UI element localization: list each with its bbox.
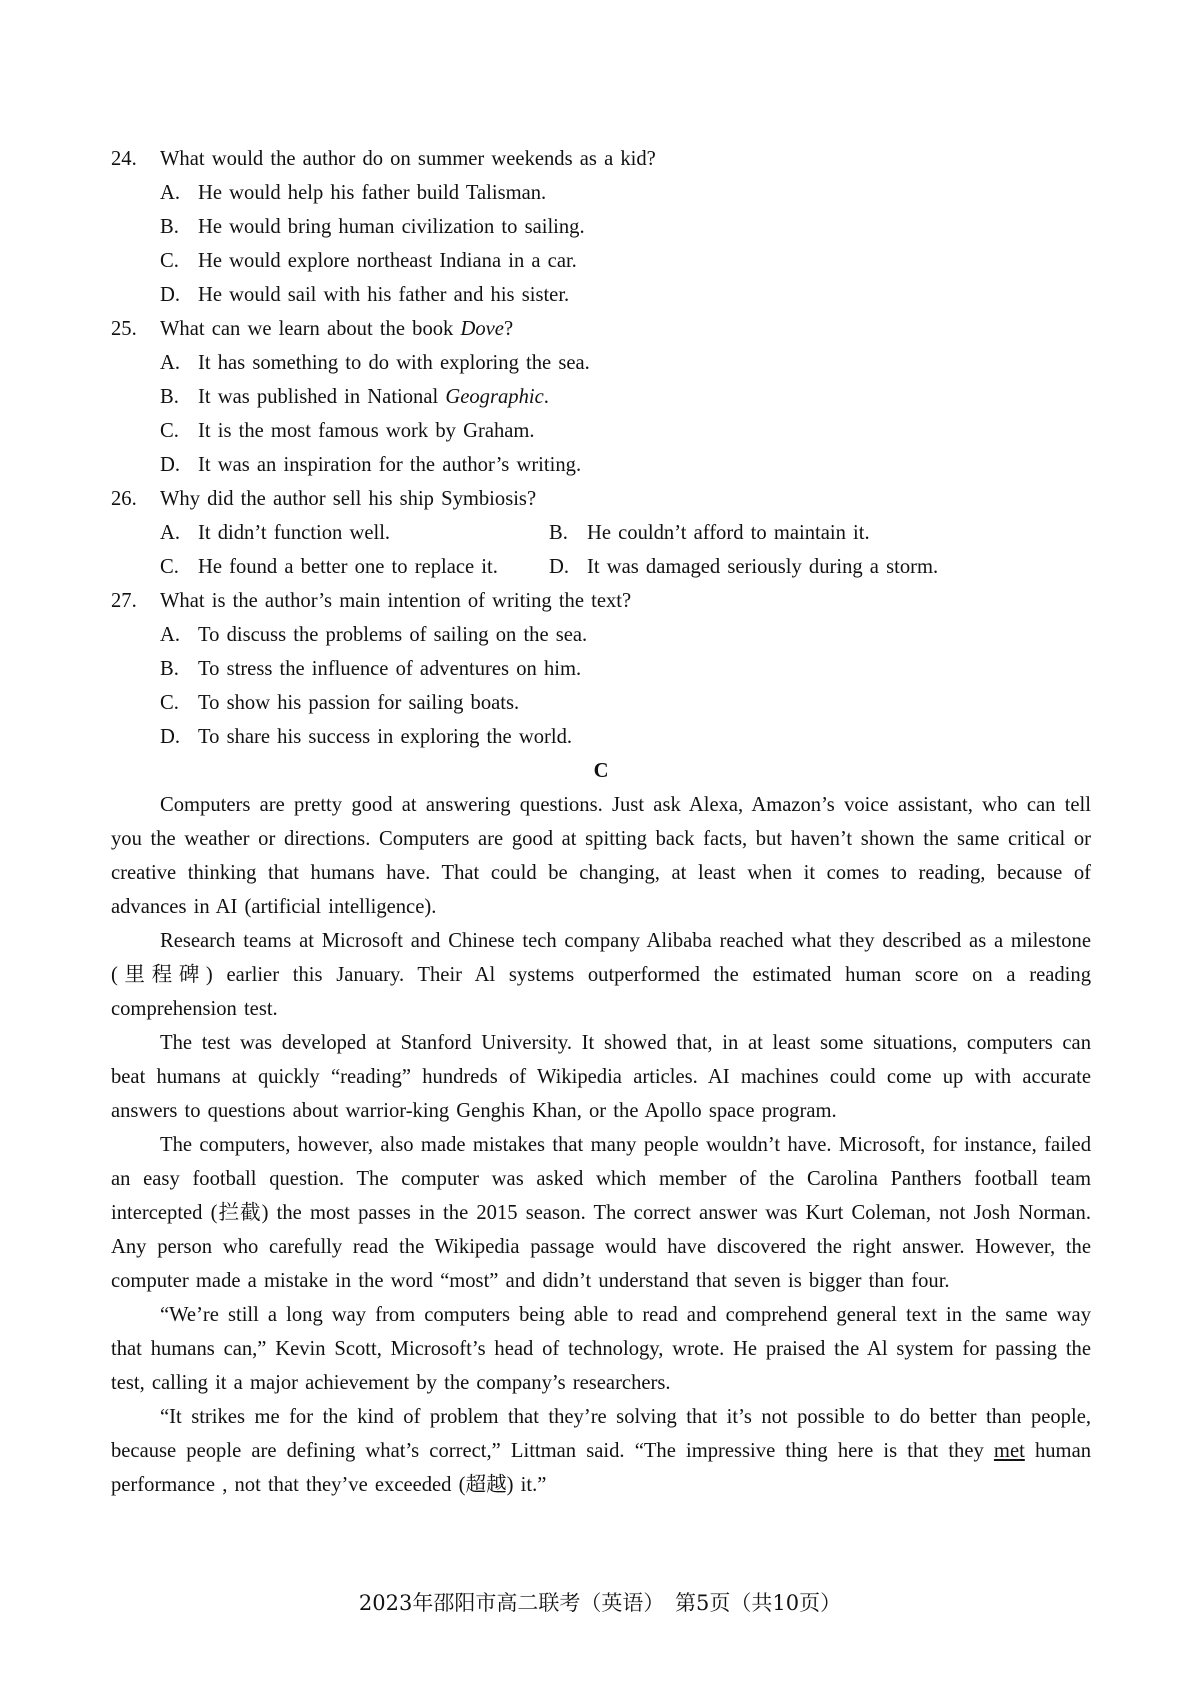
option-text: To share his success in exploring the world. [198,726,573,748]
option-letter: D. [549,556,570,578]
question-text: Why did the author sell his ship Symbiosis? [160,488,537,510]
options-row [111,516,1091,550]
option-letter: B. [549,522,568,544]
option-27-b [111,652,1091,686]
question-number: 24. [111,148,137,170]
option-26-c [111,550,498,584]
option-24-d [111,278,1091,312]
option-text: It was an inspiration for the author’s writing. [198,454,582,476]
page-content [111,142,1091,1502]
passage-paragraph-last [111,1400,1091,1502]
option-25-c [111,414,1091,448]
option-text: It didn’t function well. [198,522,391,544]
passage-paragraph: The computers, however, also made mistakes that many people wouldn’t have. Microsoft, for instance, failed an easy football question. The computer was asked which member of the Carolina Panthers football team intercepted (拦截) the most passes in the 2015 season. The correct answer was Kurt Coleman, not Josh Norman. Any person who carefully read the Wikipedia passage would have discovered the right answer. However, the computer made a mistake in the word “most” and didn’t understand that seven is bigger than four. [111,1134,1091,1292]
option-text: He would sail with his father and his sister. [198,284,570,306]
page-footer: 2023年邵阳市高二联考（英语） 第5页（共10页） [358,1591,842,1615]
passage-paragraph: The test was developed at Stanford University. It showed that, in at least some situations, computers can beat humans at quickly “reading” hundreds of Wikipedia articles. AI machines could come up with accurate answers to questions about warrior-king Genghis Khan, or the Apollo space program. [111,1032,1091,1122]
option-letter: B. [160,386,179,408]
option-text: He found a better one to replace it. [198,556,498,578]
option-letter: A. [160,352,181,374]
question-text: What is the author’s main intention of writing the text? [160,590,632,612]
passage-paragraph: Computers are pretty good at answering questions. Just ask Alexa, Amazon’s voice assistant, who can tell you the weather or directions. Computers are good at spitting back facts, but haven’t shown the same critical or creative thinking that humans have. That could be changing, at least when it comes to reading, because of advances in AI (artificial intelligence). [111,794,1091,918]
book-title: Dove [460,318,504,340]
option-letter: D. [160,726,181,748]
question-number: 25. [111,318,137,340]
option-text: He would explore northeast Indiana in a car. [198,250,577,272]
magazine-title: Geographic [445,386,544,408]
question-number: 27. [111,590,137,612]
option-text: To stress the influence of adventures on him. [198,658,582,680]
option-27-c [111,686,1091,720]
paragraph-text-end: human performance , not that they’ve exceeded (超越) it.” [111,1440,1092,1496]
option-text-start: It was published in National [198,386,446,408]
option-25-b [111,380,1091,414]
option-letter: D. [160,454,181,476]
paragraph-text-start: “It strikes me for the kind of problem that they’re solving that it’s not possible to do better than people, because people are defining what’s correct,” Littman said. “The impressive thing here is that they [111,1406,1091,1462]
option-letter: D. [160,284,181,306]
option-text: It has something to do with exploring the sea. [198,352,590,374]
question-text-end: ? [503,318,514,340]
option-letter: C. [160,250,179,272]
option-text-end: . [543,386,549,408]
option-text: He would help his father build Talisman. [198,182,547,204]
question-27-stem [111,584,1091,618]
option-25-a [111,346,1091,380]
option-26-b [547,516,870,550]
option-24-a [111,176,1091,210]
option-text: He couldn’t afford to maintain it. [587,522,870,544]
option-letter: A. [160,182,181,204]
option-25-d [111,448,1091,482]
option-letter: C. [160,420,179,442]
options-row [111,550,1091,584]
question-text-start: What can we learn about the book [160,318,461,340]
option-text: It is the most famous work by Graham. [198,420,535,442]
question-26-stem [111,482,1091,516]
option-letter: C. [160,556,179,578]
option-text: To show his passion for sailing boats. [198,692,520,714]
section-title: C [593,760,609,782]
option-24-b [111,210,1091,244]
option-24-c [111,244,1091,278]
option-letter: A. [160,624,181,646]
question-number: 26. [111,488,137,510]
option-letter: B. [160,658,179,680]
option-letter: C. [160,692,179,714]
option-text: He would bring human civilization to sailing. [198,216,585,238]
question-24-stem [111,142,1091,176]
option-26-a [111,516,390,550]
option-27-d [111,720,1091,754]
option-27-a [111,618,1091,652]
option-26-d [547,550,938,584]
underlined-word: met [993,1440,1025,1462]
passage-paragraph: “We’re still a long way from computers being able to read and comprehend general text in the same way that humans can,” Kevin Scott, Microsoft’s head of technology, wrote. He praised the Al system for passing the test, calling it a major achievement by the company’s researchers. [111,1304,1091,1394]
question-25-stem [111,312,1091,346]
option-letter: A. [160,522,181,544]
option-text: It was damaged seriously during a storm. [587,556,939,578]
option-text: To discuss the problems of sailing on the sea. [198,624,588,646]
question-text: What would the author do on summer weekends as a kid? [160,148,656,170]
passage-paragraph: Research teams at Microsoft and Chinese tech company Alibaba reached what they described as a milestone (里程碑) earlier this January. Their Al systems outperformed the estimated human score on a reading comprehension test. [111,930,1091,1020]
option-letter: B. [160,216,179,238]
